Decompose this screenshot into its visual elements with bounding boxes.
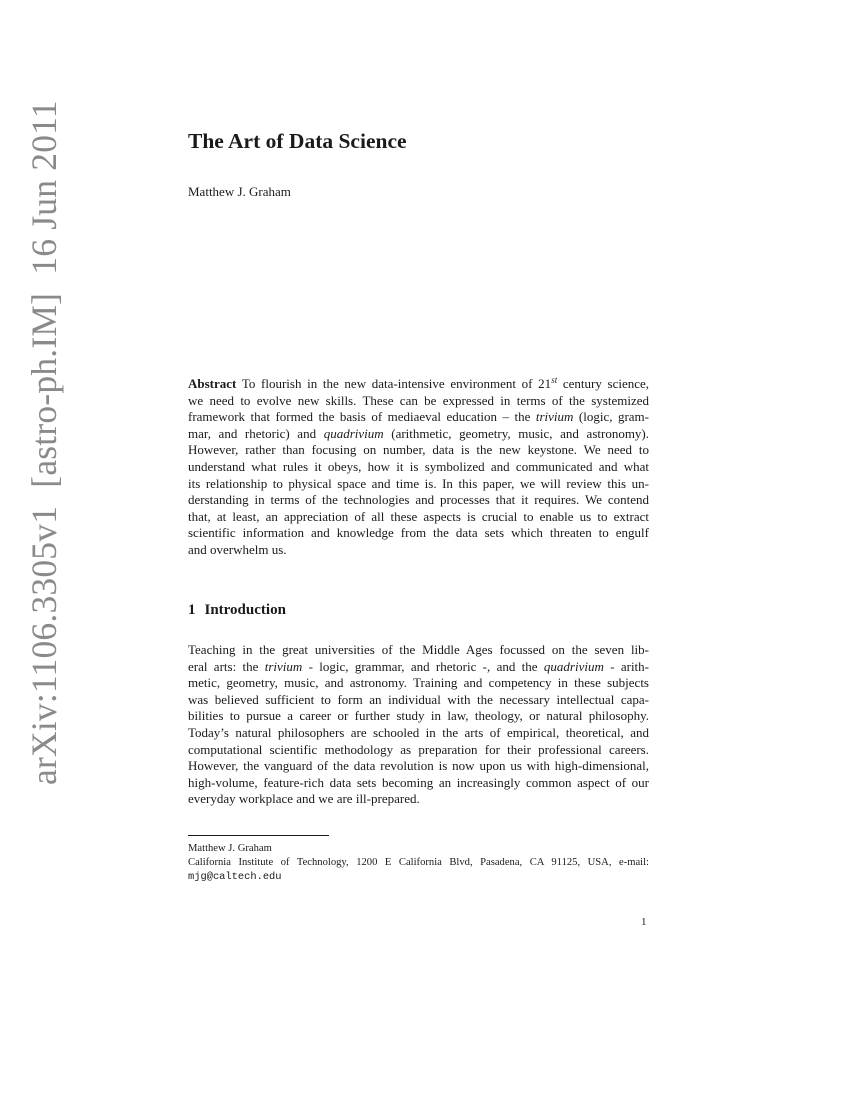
text-run: we need to evolve new skills. These can be expressed in terms of the systemized	[188, 392, 649, 408]
arxiv-id: arXiv:1106.3305v1	[24, 505, 64, 785]
introduction-body	[188, 642, 649, 808]
text-run: its relationship to physical space and time is. In this paper, we will review this un-	[188, 475, 649, 491]
text-line	[188, 542, 649, 559]
abstract	[188, 376, 649, 559]
text-line	[188, 509, 649, 526]
text-run: - logic, grammar, and rhetoric -, and the	[302, 658, 544, 674]
page-number: 1	[641, 916, 647, 928]
text-run: century science,	[557, 376, 650, 391]
arxiv-date: 16 Jun 2011	[24, 100, 64, 275]
text-line	[188, 459, 649, 476]
arxiv-category: [astro-ph.IM]	[24, 292, 64, 488]
author-name: Matthew J. Graham	[188, 184, 291, 199]
text-run: To flourish in the new data-intensive environment of 21	[236, 376, 552, 391]
text-line	[188, 393, 649, 410]
text-line	[188, 742, 649, 759]
text-run: derstanding in terms of the technologies and processes that it requires. We contend	[188, 492, 649, 508]
text-line	[188, 525, 649, 542]
text-run: understand what rules it obeys, how it is symbolized and communicated and what	[188, 458, 649, 474]
text-run: metic, geometry, music, and astronomy. Training and competency in these subjects	[188, 675, 649, 691]
text-run: However, rather than focusing on number, data is the new keystone. We need to	[188, 442, 649, 458]
text-run: computational scientific methodology as preparation for their professional careers.	[188, 741, 649, 757]
text-run: that, at least, an appreciation of all these aspects is crucial to enable us to extract	[188, 508, 649, 524]
text-run: However, the vanguard of the data revolution is now upon us with high-dimensional,	[188, 758, 649, 774]
emphasis: quadrivium	[543, 658, 604, 674]
text-line	[188, 409, 649, 426]
text-line	[188, 791, 649, 808]
text-line	[188, 708, 649, 725]
arxiv-identifier-stamp	[14, 0, 74, 785]
text-line	[188, 642, 649, 659]
text-run: Today’s natural philosophers are schooled in the arts of empirical, theoretical, and	[188, 724, 649, 740]
section-title: Introduction	[204, 602, 286, 618]
emphasis: quadrivium	[323, 425, 384, 441]
text-line	[188, 659, 649, 676]
text-run: was believed sufficient to form an individual with the necessary intellectual capa-	[188, 691, 649, 707]
footnote-rule	[188, 835, 329, 836]
text-run: eral arts: the	[188, 658, 265, 674]
text-run: framework that formed the basis of mediaeval education – the	[188, 409, 536, 425]
text-line	[188, 492, 649, 509]
superscript: st	[551, 375, 558, 385]
text-run: high-volume, feature-rich data sets becoming an increasingly common aspect of our	[188, 774, 649, 790]
text-line	[188, 376, 649, 393]
text-run: (logic, gram-	[573, 409, 649, 425]
text-line	[188, 442, 649, 459]
abstract-label: Abstract	[188, 376, 237, 391]
footnote-affiliation: California Institute of Technology, 1200 E California Blvd, Pasadena, CA 91125, USA, e-mail:	[188, 857, 649, 868]
text-run: (arithmetic, geometry, music, and astronomy).	[383, 425, 650, 441]
text-run: everyday workplace and we are ill-prepared.	[188, 791, 420, 807]
text-run: and overwhelm us.	[188, 541, 287, 557]
text-run: scientific information and knowledge from the data sets which threaten to engulf	[188, 525, 649, 541]
text-line	[188, 675, 649, 692]
text-line	[188, 692, 649, 709]
text-run: mar, and rhetoric) and	[188, 425, 324, 441]
text-run: bilities to pursue a career or further study in law, theology, or natural philosophy.	[188, 708, 649, 724]
paper-title: The Art of Data Science	[188, 129, 407, 153]
text-line	[188, 775, 649, 792]
text-run: - arith-	[603, 658, 649, 674]
section-number: 1	[188, 602, 196, 618]
text-run: Teaching in the great universities of the Middle Ages focussed on the seven lib-	[188, 642, 649, 657]
emphasis: trivium	[535, 409, 574, 425]
text-line	[188, 426, 649, 443]
emphasis: trivium	[264, 658, 303, 674]
text-line	[188, 758, 649, 775]
text-line	[188, 476, 649, 493]
section-heading-introduction	[188, 600, 286, 620]
footnote	[188, 842, 649, 884]
text-line	[188, 725, 649, 742]
footnote-author: Matthew J. Graham	[188, 843, 272, 854]
footnote-email[interactable]: mjg@caltech.edu	[188, 871, 282, 883]
